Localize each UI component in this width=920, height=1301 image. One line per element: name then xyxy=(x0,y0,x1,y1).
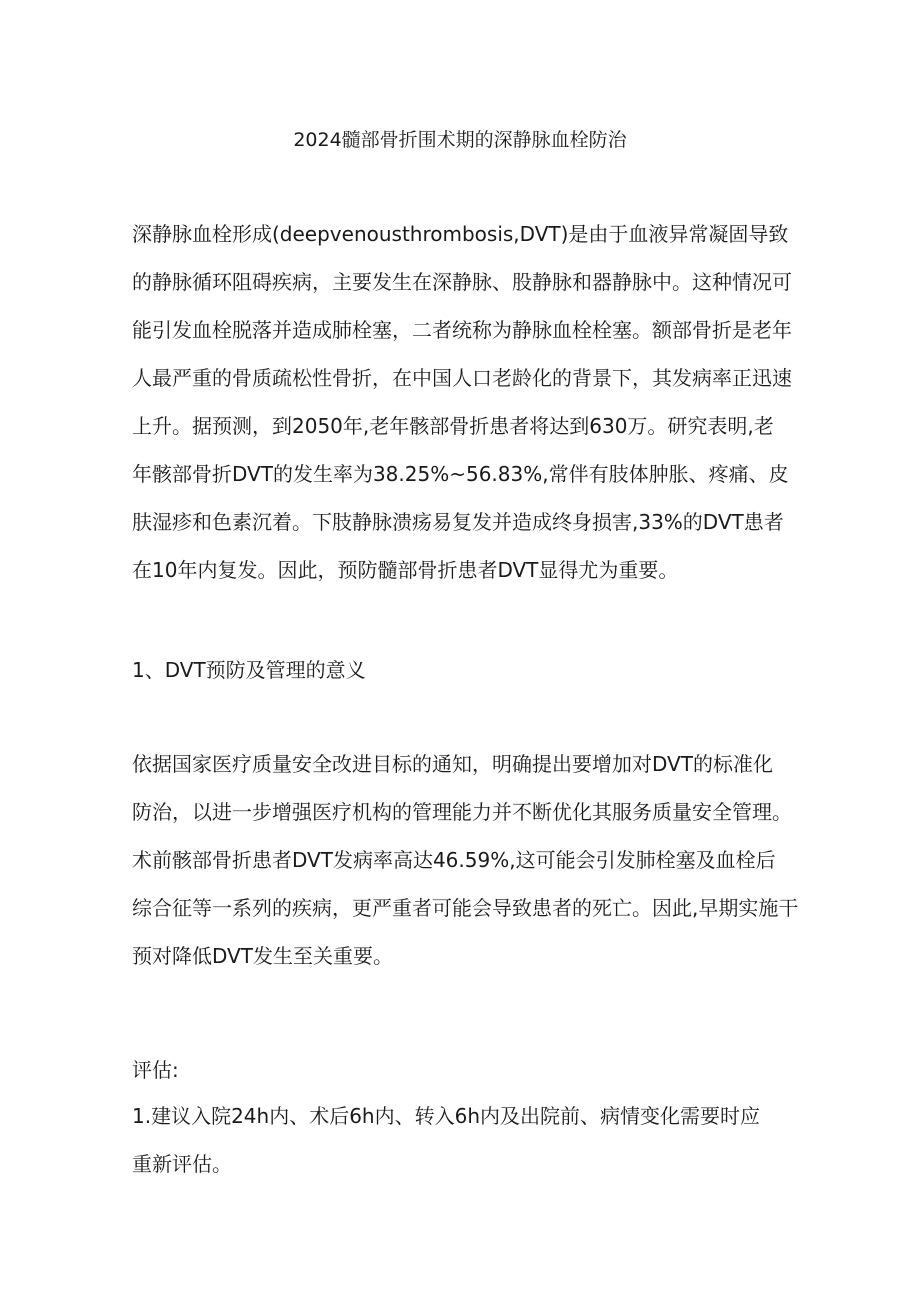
evaluation-label-text: 评估: xyxy=(132,1058,179,1082)
paragraph-line: 人最严重的骨质疏松性骨折，在中国人口老龄化的背景下，其发病率正迅速 xyxy=(132,366,792,390)
evaluation-label xyxy=(132,1046,802,1094)
paragraph-line: 年骸部骨折DVT的发生率为38.25%~56.83%,常伴有肢体肿胀、疼痛、皮 xyxy=(132,462,789,486)
paragraph-line: 肤湿疹和色素沉着。下肢静脉溃疡易复发并造成终身损害,33%的DVT患者 xyxy=(132,510,784,534)
paragraph-line: 术前骸部骨折患者DVT发病率高达46.59%,这可能会引发肺栓塞及血栓后 xyxy=(132,848,776,872)
paragraph-line: 综合征等一系列的疾病，更严重者可能会导致患者的死亡。因此,早期实施干 xyxy=(132,896,799,920)
section-heading-text: 1、DVT预防及管理的意义 xyxy=(132,658,366,682)
evaluation-item xyxy=(132,1092,802,1188)
evaluation-item-line: 重新评估。 xyxy=(132,1152,232,1176)
section-heading xyxy=(132,646,802,694)
paragraph-line: 预对降低DVT发生至关重要。 xyxy=(132,944,393,968)
paragraph-line: 的静脉循环阻碍疾病，主要发生在深静脉、股静脉和器静脉中。这种情况可 xyxy=(132,270,792,294)
paragraph-line: 防治，以进一步增强医疗机构的管理能力并不断优化其服务质量安全管理。 xyxy=(132,800,792,824)
paragraph-line: 在10年内复发。因此，预防髓部骨折患者DVT显得尤为重要。 xyxy=(132,558,679,582)
evaluation-item-line: 1.建议入院24h内、术后6h内、转入6h内及出院前、病情变化需要时应 xyxy=(132,1104,761,1128)
document-title: 2024髓部骨折围术期的深静脉血栓防治 xyxy=(293,129,627,151)
paragraph-significance xyxy=(132,740,802,980)
paragraph-intro xyxy=(132,210,802,594)
paragraph-line: 上升。据预测，到2050年,老年骸部骨折患者将达到630万。研究表明,老 xyxy=(132,414,774,438)
paragraph-line: 依据国家医疗质量安全改进目标的通知，明确提出要增加对DVT的标准化 xyxy=(132,752,773,776)
paragraph-line: 能引发血栓脱落并造成肺栓塞，二者统称为静脉血栓栓塞。额部骨折是老年 xyxy=(132,318,792,342)
paragraph-line: 深静脉血栓形成(deepvenousthrombosis,DVT)是由于血液异常凝固导致 xyxy=(132,222,789,246)
